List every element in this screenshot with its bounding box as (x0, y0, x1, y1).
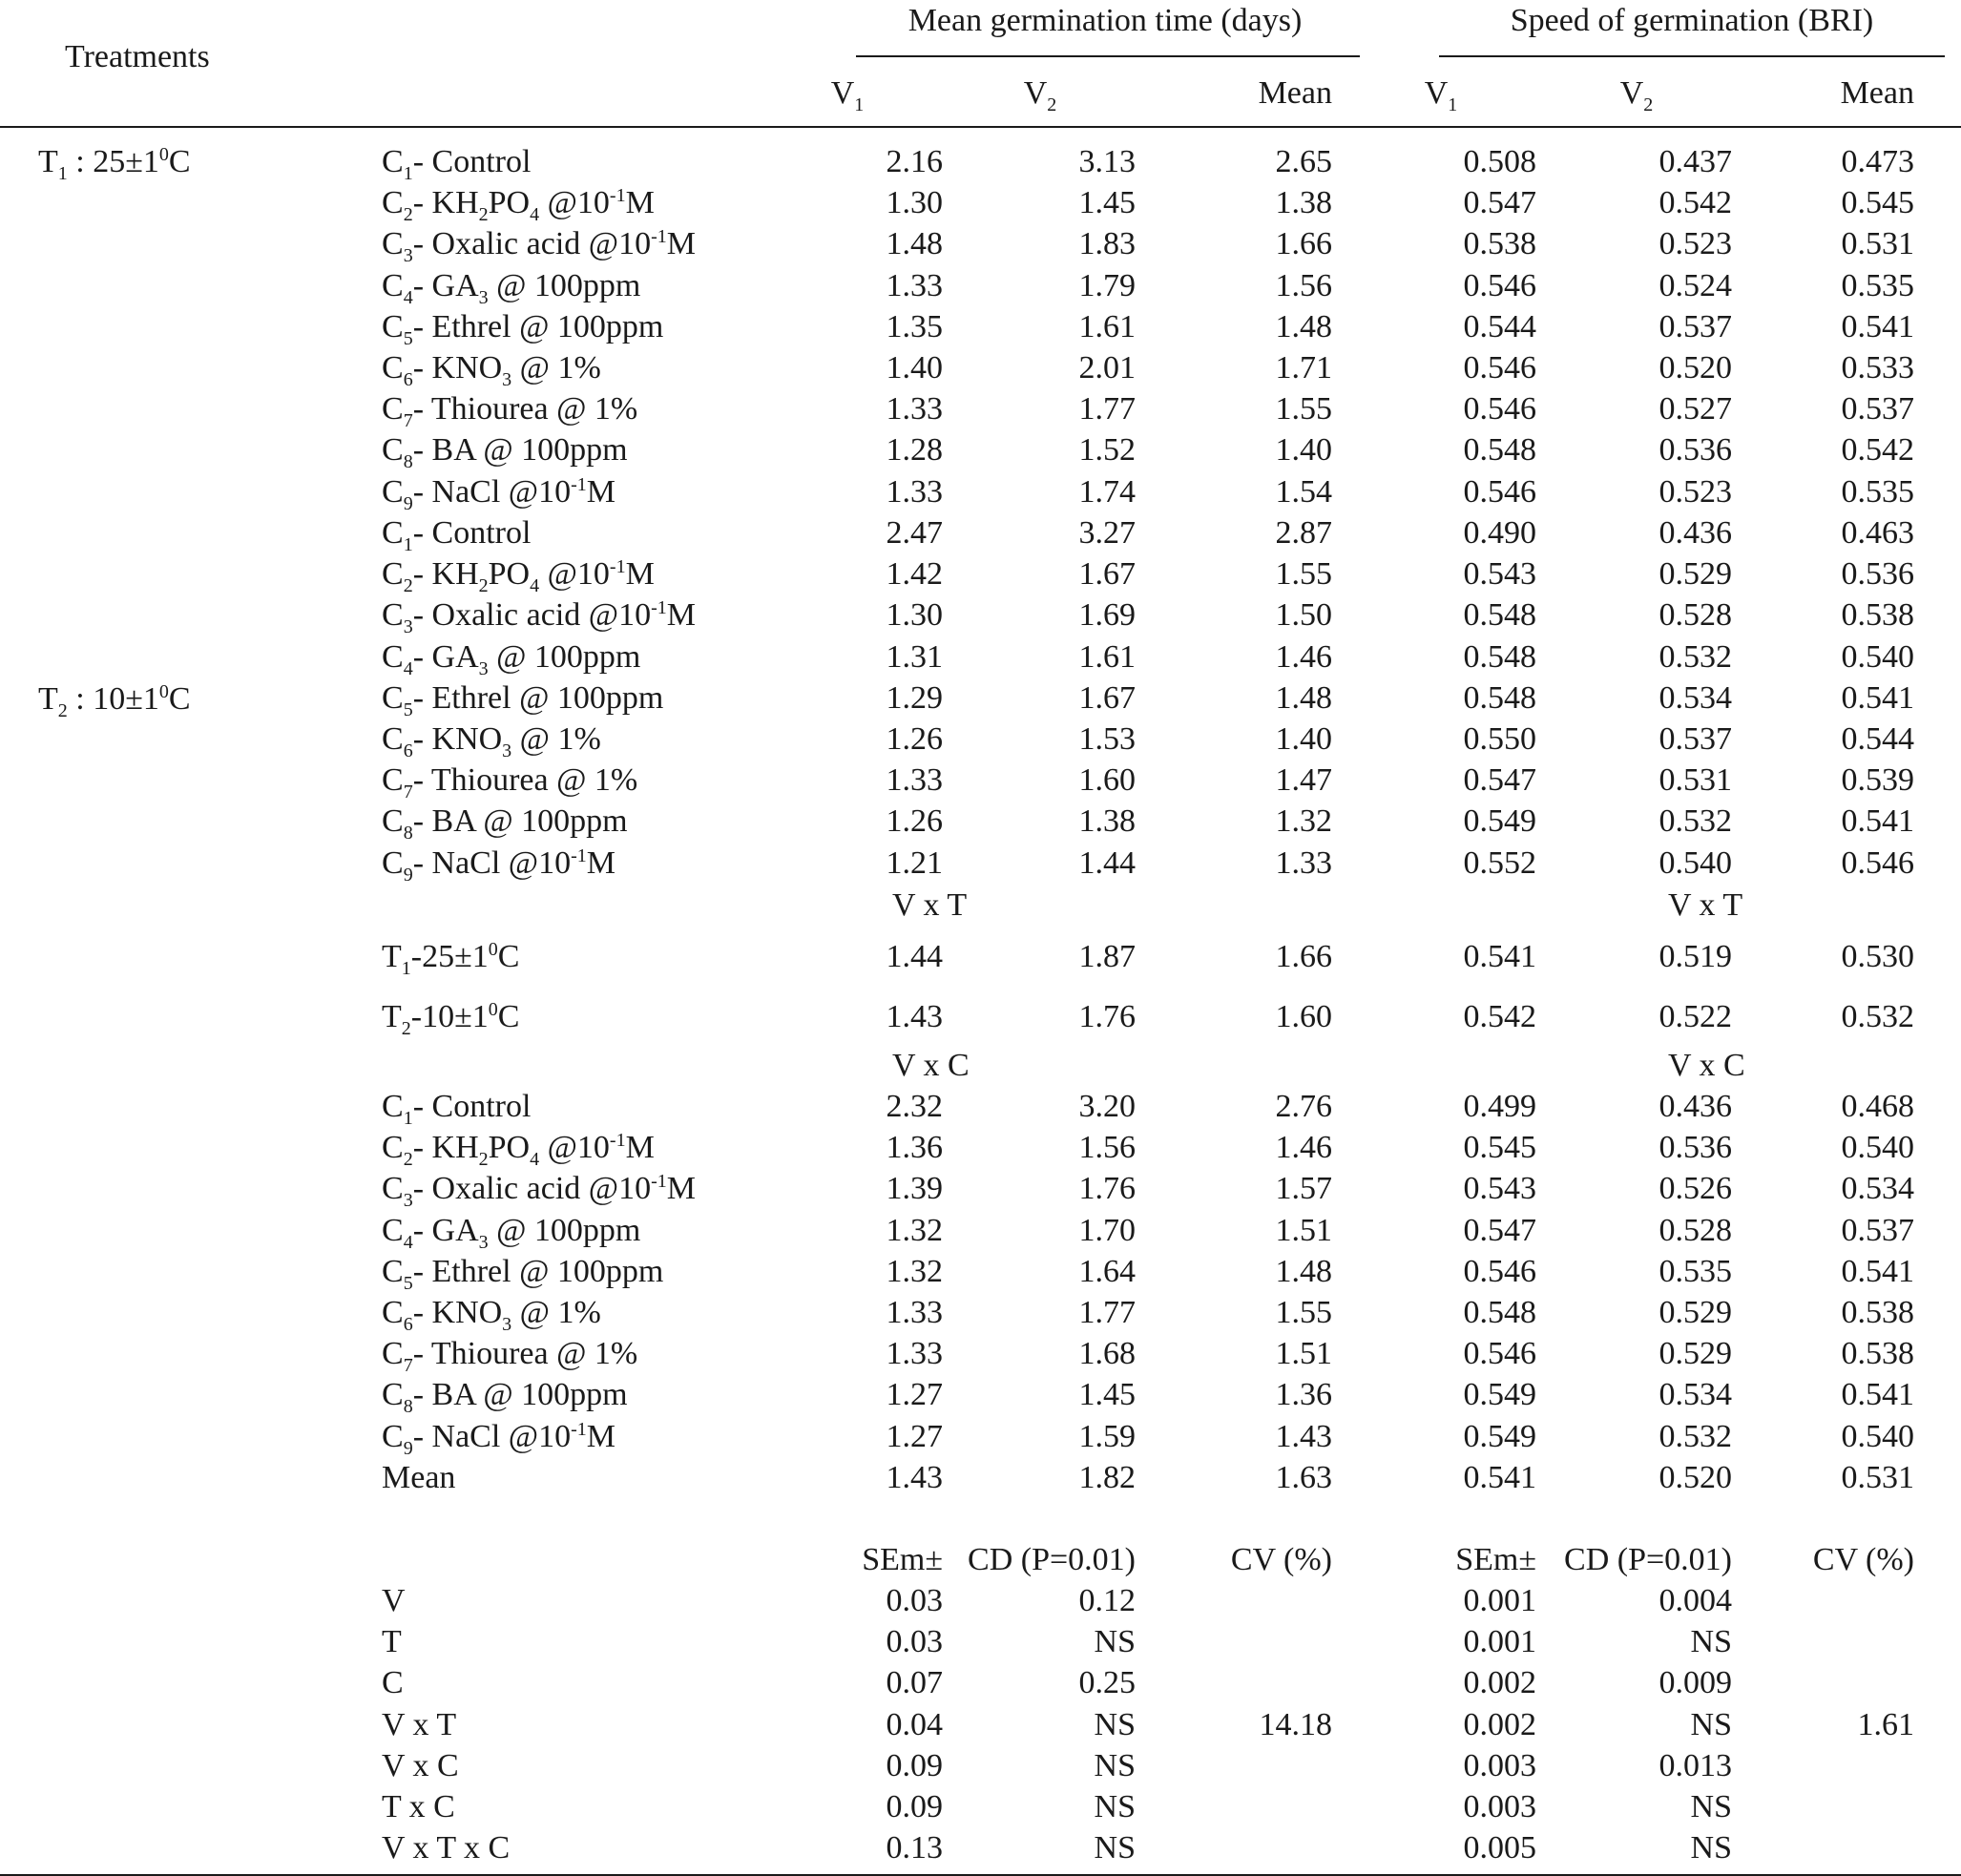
t1-row-cell: 3.13 (1078, 144, 1136, 179)
vxc-subheading-bri: V x C (1668, 1048, 1745, 1083)
t1-row-cell: 1.56 (1275, 267, 1332, 303)
mgt-group-header: Mean germination time (days) (907, 3, 1303, 38)
vxc-row-label: $C_6-$ $KNO_3$ @ 1% (382, 1295, 601, 1335)
vxc-row-cell: 1.68 (1078, 1336, 1136, 1372)
stats-cell: NS (1690, 1624, 1732, 1660)
t2-row-cell: 0.436 (1659, 515, 1732, 551)
t1-row-label: $C_7-$ Thiourea @ 1% (382, 391, 638, 432)
t1-row-cell: 1.33 (886, 391, 943, 427)
vxc-row-label: $C_5-$ Ethrel @ 100ppm (382, 1253, 664, 1294)
t1-row-cell: 0.536 (1659, 432, 1732, 469)
column-header: $V_2$ (1023, 75, 1057, 115)
t1-row-cell: 0.546 (1463, 391, 1536, 427)
t1-row-cell: 0.546 (1463, 473, 1536, 510)
vxt-row-cell: 1.76 (1078, 999, 1136, 1034)
t2-row-label: $C_9-$ NaCl $@10^{-1}M$ (382, 844, 615, 886)
t1-row-cell: 0.520 (1659, 350, 1732, 386)
t1-row-cell: 0.523 (1659, 226, 1732, 262)
stats-row-label: V x T (382, 1706, 457, 1742)
stats-cell: 0.09 (886, 1789, 943, 1824)
column-header: $V_2$ (1619, 75, 1654, 115)
vxc-row-cell: 2.32 (886, 1089, 943, 1124)
header-rule (0, 126, 1961, 128)
t1-row-cell: 0.544 (1463, 308, 1536, 344)
vxc-row-cell: 1.33 (886, 1336, 943, 1372)
stats-cell: 0.004 (1659, 1583, 1732, 1618)
stats-cell: 0.03 (886, 1624, 943, 1660)
t2-row-cell: 1.67 (1078, 679, 1136, 716)
vxc-row-cell: 0.541 (1841, 1253, 1914, 1289)
t2-row-cell: 2.47 (886, 515, 943, 551)
t1-row-label: $C_4-$ $GA_3$ @ 100ppm (382, 267, 641, 308)
t1-row-cell: 1.40 (886, 350, 943, 386)
stats-cell: 0.009 (1659, 1665, 1732, 1701)
stats-cell: 0.003 (1463, 1789, 1536, 1824)
vxc-row-cell: 0.529 (1659, 1336, 1732, 1372)
vxc-row-label: $C_4-$ $GA_3$ @ 100ppm (382, 1212, 641, 1253)
stats-cell: 0.25 (1078, 1665, 1136, 1701)
vxt-row-cell: 0.532 (1841, 999, 1914, 1034)
stats-cell: NS (1094, 1789, 1136, 1824)
t2-row-label: $C_1-$ Control (382, 515, 532, 555)
vxt-row-cell: 1.44 (886, 939, 943, 974)
vxc-row-cell: 1.36 (1275, 1377, 1332, 1413)
vxc-row-cell: 0.520 (1659, 1459, 1732, 1495)
t2-row-cell: 0.549 (1463, 803, 1536, 840)
t1-row-label: $C_5-$ Ethrel @ 100ppm (382, 308, 664, 349)
vxt-row-cell: 0.530 (1841, 939, 1914, 974)
t1-row-cell: 1.28 (886, 432, 943, 469)
t2-row-label: $C_3-$ Oxalic acid $@10^{-1}M$ (382, 597, 696, 638)
t2-row-cell: 2.87 (1275, 515, 1332, 551)
vxc-row-cell: 0.536 (1659, 1130, 1732, 1166)
t2-row-cell: 0.547 (1463, 762, 1536, 799)
t1-row-label: $C_1-$ Control (382, 144, 532, 184)
vxc-row-cell: 0.436 (1659, 1089, 1732, 1124)
t1-row-cell: 0.542 (1841, 432, 1914, 469)
t2-row-cell: 0.541 (1841, 679, 1914, 716)
t1-row-cell: 0.546 (1463, 350, 1536, 386)
vxt-row-cell: 1.60 (1275, 999, 1332, 1034)
vxc-row-cell: 1.70 (1078, 1212, 1136, 1248)
vxc-row-label: $C_9-$ NaCl $@10^{-1}M$ (382, 1418, 615, 1459)
vxc-row-label: $C_3-$ Oxalic acid $@10^{-1}M$ (382, 1171, 696, 1212)
t1-row-label: $C_2-$ $KH_2PO_4$ $@10^{-1}M$ (382, 185, 655, 226)
t2-row-cell: 1.67 (1078, 556, 1136, 593)
t2-row-cell: 1.26 (886, 803, 943, 840)
t2-row-cell: 0.538 (1841, 597, 1914, 634)
t1-row-cell: 1.33 (886, 473, 943, 510)
stats-row-label: T (382, 1624, 402, 1660)
vxc-row-cell: 0.537 (1841, 1212, 1914, 1248)
vxt-row-cell: 0.541 (1463, 939, 1536, 974)
vxc-row-cell: 1.46 (1275, 1130, 1332, 1166)
vxc-row-cell: 1.33 (886, 1295, 943, 1330)
vxc-row-cell: 0.538 (1841, 1295, 1914, 1330)
vxc-row-cell: 1.56 (1078, 1130, 1136, 1166)
stats-header: CD (P=0.01) (968, 1542, 1136, 1577)
vxc-row-cell: 0.535 (1659, 1253, 1732, 1289)
vxt-row-cell: 0.519 (1659, 939, 1732, 974)
t2-row-cell: 0.534 (1659, 679, 1732, 716)
t2-row-cell: 1.33 (886, 762, 943, 799)
vxt-row-cell: 1.43 (886, 999, 943, 1034)
t1-row-cell: 0.537 (1659, 308, 1732, 344)
t1-row-label: $C_8-$ BA @ 100ppm (382, 432, 628, 473)
t2-row-cell: 1.48 (1275, 679, 1332, 716)
t2-row-cell: 0.550 (1463, 721, 1536, 757)
t1-row-cell: 1.52 (1078, 432, 1136, 469)
t1-row-cell: 1.74 (1078, 473, 1136, 510)
stats-cell: NS (1690, 1789, 1732, 1824)
t2-row-cell: 1.53 (1078, 721, 1136, 757)
vxc-row-cell: 1.32 (886, 1253, 943, 1289)
bri-group-header: Speed of germination (BRI) (1510, 3, 1874, 38)
vxc-row-cell: 1.63 (1275, 1459, 1332, 1495)
vxc-row-cell: 0.546 (1463, 1336, 1536, 1372)
t1-row-cell: 1.33 (886, 267, 943, 303)
t1-row-cell: 1.48 (886, 226, 943, 262)
vxc-row-cell: 1.43 (886, 1459, 943, 1495)
stats-cell: 0.001 (1463, 1624, 1536, 1660)
vxc-row-cell: 0.538 (1841, 1336, 1914, 1372)
stats-cell: 0.07 (886, 1665, 943, 1701)
vxc-row-cell: 0.534 (1659, 1377, 1732, 1413)
t2-row-label: $C_6-$ $KNO_3$ @ 1% (382, 721, 601, 761)
stats-header: SEm± (1455, 1542, 1536, 1577)
t2-row-cell: 0.540 (1659, 844, 1732, 881)
vxc-row-cell: 1.45 (1078, 1377, 1136, 1413)
t2-row-cell: 0.539 (1841, 762, 1914, 799)
vxc-row-label: $C_2-$ $KH_2PO_4$ $@10^{-1}M$ (382, 1130, 655, 1171)
column-header: Mean (1840, 75, 1914, 111)
t2-row-cell: 1.26 (886, 721, 943, 757)
stats-cell: 0.002 (1463, 1665, 1536, 1701)
vxc-row-cell: 1.57 (1275, 1171, 1332, 1207)
vxc-row-cell: 1.32 (886, 1212, 943, 1248)
vxc-row-cell: 1.55 (1275, 1295, 1332, 1330)
vxt-row-cell: 1.87 (1078, 939, 1136, 974)
t2-row-cell: 3.27 (1078, 515, 1136, 551)
stats-row-label: V x C (382, 1747, 459, 1783)
vxc-row-label: $C_1-$ Control (382, 1089, 532, 1129)
stats-cell: 0.09 (886, 1747, 943, 1783)
mgt-group-rule (856, 55, 1360, 57)
column-header: Mean (1258, 75, 1332, 111)
stats-row-label: C (382, 1665, 404, 1701)
stats-cell: 0.005 (1463, 1830, 1536, 1866)
vxc-row-cell: 1.82 (1078, 1459, 1136, 1495)
stats-cell: 0.003 (1463, 1747, 1536, 1783)
stats-header: SEm± (862, 1542, 943, 1577)
t2-row-cell: 1.47 (1275, 762, 1332, 799)
vxt-row-cell: 1.66 (1275, 939, 1332, 974)
t1-row-cell: 0.535 (1841, 267, 1914, 303)
t1-row-cell: 0.437 (1659, 144, 1732, 179)
stats-row-label: V x T x C (382, 1830, 511, 1866)
stats-header: CV (%) (1812, 1542, 1914, 1577)
stats-cell: NS (1094, 1624, 1136, 1660)
t2-row-cell: 1.60 (1078, 762, 1136, 799)
temp-label-t1: $T_1$ : $25\pm 1^0C$ (38, 144, 191, 184)
t1-row-cell: 0.527 (1659, 391, 1732, 427)
t2-row-cell: 1.29 (886, 679, 943, 716)
stats-cell: NS (1094, 1830, 1136, 1866)
t1-row-label: $C_9-$ NaCl $@10^{-1}M$ (382, 473, 615, 514)
vxc-row-cell: 0.468 (1841, 1089, 1914, 1124)
t2-row-cell: 0.543 (1463, 556, 1536, 593)
stats-cell: NS (1094, 1706, 1136, 1742)
vxt-subheading-mgt: V x T (892, 887, 968, 923)
temp-label-t2: $T_2$ : $10\pm 1^0C$ (38, 681, 191, 721)
vxc-row-cell: 0.549 (1463, 1418, 1536, 1454)
vxt-row-cell: 0.522 (1659, 999, 1732, 1034)
t2-row-label: $C_2-$ $KH_2PO_4$ $@10^{-1}M$ (382, 556, 655, 597)
vxc-row-cell: 1.59 (1078, 1418, 1136, 1454)
t2-row-cell: 0.528 (1659, 597, 1732, 634)
vxt-subheading-bri: V x T (1668, 887, 1743, 923)
t2-row-label: $C_8-$ BA @ 100ppm (382, 803, 628, 844)
vxc-row-label: $C_8-$ BA @ 100ppm (382, 1377, 628, 1418)
t2-row-cell: 1.69 (1078, 597, 1136, 634)
t2-row-label: $C_4-$ $GA_3$ @ 100ppm (382, 638, 641, 679)
stats-cell: 0.013 (1659, 1747, 1732, 1783)
vxc-row-cell: 0.543 (1463, 1171, 1536, 1207)
stats-cell: 1.61 (1857, 1706, 1914, 1742)
t1-row-cell: 0.547 (1463, 185, 1536, 221)
vxc-row-cell: 0.528 (1659, 1212, 1732, 1248)
vxc-row-cell: 1.48 (1275, 1253, 1332, 1289)
t1-row-cell: 1.61 (1078, 308, 1136, 344)
vxc-row-cell: 0.540 (1841, 1130, 1914, 1166)
vxt-row-label: $T_1-25\pm 1^0C$ (382, 939, 520, 979)
t2-row-cell: 0.532 (1659, 803, 1732, 840)
t2-row-cell: 1.44 (1078, 844, 1136, 881)
t1-row-cell: 0.542 (1659, 185, 1732, 221)
t1-row-cell: 2.65 (1275, 144, 1332, 179)
vxc-row-cell: 0.529 (1659, 1295, 1732, 1330)
vxc-row-cell: 1.27 (886, 1418, 943, 1454)
t2-row-cell: 0.546 (1841, 844, 1914, 881)
t2-row-cell: 0.544 (1841, 721, 1914, 757)
t2-row-cell: 1.33 (1275, 844, 1332, 881)
t1-row-cell: 1.30 (886, 185, 943, 221)
t2-row-cell: 1.38 (1078, 803, 1136, 840)
vxc-row-cell: 3.20 (1078, 1089, 1136, 1124)
vxc-subheading-mgt: V x C (892, 1048, 970, 1083)
t2-row-cell: 1.46 (1275, 638, 1332, 675)
t2-row-cell: 0.531 (1659, 762, 1732, 799)
t1-row-cell: 1.54 (1275, 473, 1332, 510)
stats-cell: NS (1094, 1747, 1136, 1783)
t1-row-cell: 0.537 (1841, 391, 1914, 427)
vxc-row-label: $C_7-$ Thiourea @ 1% (382, 1336, 638, 1377)
t2-row-cell: 1.61 (1078, 638, 1136, 675)
vxc-row-cell: 1.51 (1275, 1336, 1332, 1372)
t1-row-cell: 0.548 (1463, 432, 1536, 469)
t2-row-cell: 1.32 (1275, 803, 1332, 840)
t1-row-cell: 1.83 (1078, 226, 1136, 262)
t2-row-label: $C_7-$ Thiourea @ 1% (382, 762, 638, 803)
vxc-row-cell: 1.77 (1078, 1295, 1136, 1330)
t2-row-cell: 0.548 (1463, 597, 1536, 634)
t1-row-cell: 0.546 (1463, 267, 1536, 303)
vxc-row-cell: 0.549 (1463, 1377, 1536, 1413)
t1-row-cell: 1.48 (1275, 308, 1332, 344)
vxt-row-label: $T_2-10\pm 1^0C$ (382, 999, 520, 1039)
stats-cell: 0.002 (1463, 1706, 1536, 1742)
t2-row-cell: 0.532 (1659, 638, 1732, 675)
stats-row-label: T x C (382, 1789, 455, 1824)
vxc-row-cell: 0.499 (1463, 1089, 1536, 1124)
vxc-row-cell: 1.27 (886, 1377, 943, 1413)
t1-row-cell: 0.538 (1463, 226, 1536, 262)
column-header: $V_1$ (830, 75, 865, 115)
t2-row-cell: 0.537 (1659, 721, 1732, 757)
t2-row-cell: 0.490 (1463, 515, 1536, 551)
stats-cell: 0.03 (886, 1583, 943, 1618)
vxc-row-cell: 0.526 (1659, 1171, 1732, 1207)
t1-row-cell: 2.16 (886, 144, 943, 179)
vxc-row-cell: 0.531 (1841, 1459, 1914, 1495)
stats-cell: 0.04 (886, 1706, 943, 1742)
t1-row-cell: 0.473 (1841, 144, 1914, 179)
vxc-row-cell: 0.534 (1841, 1171, 1914, 1207)
vxc-row-cell: 1.43 (1275, 1418, 1332, 1454)
t1-row-cell: 0.524 (1659, 267, 1732, 303)
vxc-row-cell: 0.546 (1463, 1253, 1536, 1289)
vxt-row-cell: 0.542 (1463, 999, 1536, 1034)
t2-row-cell: 0.552 (1463, 844, 1536, 881)
t1-row-cell: 1.35 (886, 308, 943, 344)
vxc-row-cell: 2.76 (1275, 1089, 1332, 1124)
t1-row-cell: 1.40 (1275, 432, 1332, 469)
t1-row-cell: 0.535 (1841, 473, 1914, 510)
t2-row-cell: 0.540 (1841, 638, 1914, 675)
t2-row-cell: 1.40 (1275, 721, 1332, 757)
t1-row-cell: 0.533 (1841, 350, 1914, 386)
t2-row-cell: 1.30 (886, 597, 943, 634)
t1-row-cell: 1.77 (1078, 391, 1136, 427)
t2-row-cell: 1.50 (1275, 597, 1332, 634)
t1-row-cell: 0.541 (1841, 308, 1914, 344)
column-header: $V_1$ (1424, 75, 1458, 115)
t2-row-label: $C_5-$ Ethrel @ 100ppm (382, 679, 664, 720)
t2-row-cell: 1.31 (886, 638, 943, 675)
stats-cell: 0.001 (1463, 1583, 1536, 1618)
t1-row-cell: 1.38 (1275, 185, 1332, 221)
vxc-row-cell: 1.39 (886, 1171, 943, 1207)
t1-row-label: $C_6-$ $KNO_3$ @ 1% (382, 350, 601, 390)
stats-cell: NS (1690, 1830, 1732, 1866)
vxc-row-cell: 0.548 (1463, 1295, 1536, 1330)
bri-group-rule (1439, 55, 1945, 57)
vxc-row-cell: 0.545 (1463, 1130, 1536, 1166)
t1-row-cell: 2.01 (1078, 350, 1136, 386)
t1-row-cell: 0.523 (1659, 473, 1732, 510)
t1-row-cell: 0.545 (1841, 185, 1914, 221)
stats-header: CD (P=0.01) (1564, 1542, 1732, 1577)
t2-row-cell: 0.548 (1463, 638, 1536, 675)
vxc-row-cell: 1.64 (1078, 1253, 1136, 1289)
t2-row-cell: 0.463 (1841, 515, 1914, 551)
treatments-header: Treatments (65, 39, 210, 74)
t2-row-cell: 0.536 (1841, 556, 1914, 593)
vxc-row-cell: 0.541 (1463, 1459, 1536, 1495)
t1-row-cell: 1.45 (1078, 185, 1136, 221)
vxc-row-label: Mean (382, 1459, 456, 1495)
vxc-row-cell: 1.76 (1078, 1171, 1136, 1207)
vxc-row-cell: 0.532 (1659, 1418, 1732, 1454)
t1-row-cell: 0.508 (1463, 144, 1536, 179)
t2-row-cell: 0.529 (1659, 556, 1732, 593)
t1-row-label: $C_3-$ Oxalic acid $@10^{-1}M$ (382, 226, 696, 267)
stats-cell: 0.12 (1078, 1583, 1136, 1618)
stats-cell: 0.13 (886, 1830, 943, 1866)
stats-row-label: V (382, 1583, 406, 1618)
stats-cell: 14.18 (1259, 1706, 1332, 1742)
t1-row-cell: 1.66 (1275, 226, 1332, 262)
vxc-row-cell: 0.540 (1841, 1418, 1914, 1454)
t2-row-cell: 0.541 (1841, 803, 1914, 840)
vxc-row-cell: 0.541 (1841, 1377, 1914, 1413)
stats-cell: NS (1690, 1706, 1732, 1742)
vxc-row-cell: 0.547 (1463, 1212, 1536, 1248)
t1-row-cell: 0.531 (1841, 226, 1914, 262)
t2-row-cell: 0.548 (1463, 679, 1536, 716)
vxc-row-cell: 1.51 (1275, 1212, 1332, 1248)
t2-row-cell: 1.21 (886, 844, 943, 881)
stats-header: CV (%) (1230, 1542, 1332, 1577)
t1-row-cell: 1.71 (1275, 350, 1332, 386)
t2-row-cell: 1.55 (1275, 556, 1332, 593)
t2-row-cell: 1.42 (886, 556, 943, 593)
vxc-row-cell: 1.36 (886, 1130, 943, 1166)
t1-row-cell: 1.55 (1275, 391, 1332, 427)
t1-row-cell: 1.79 (1078, 267, 1136, 303)
